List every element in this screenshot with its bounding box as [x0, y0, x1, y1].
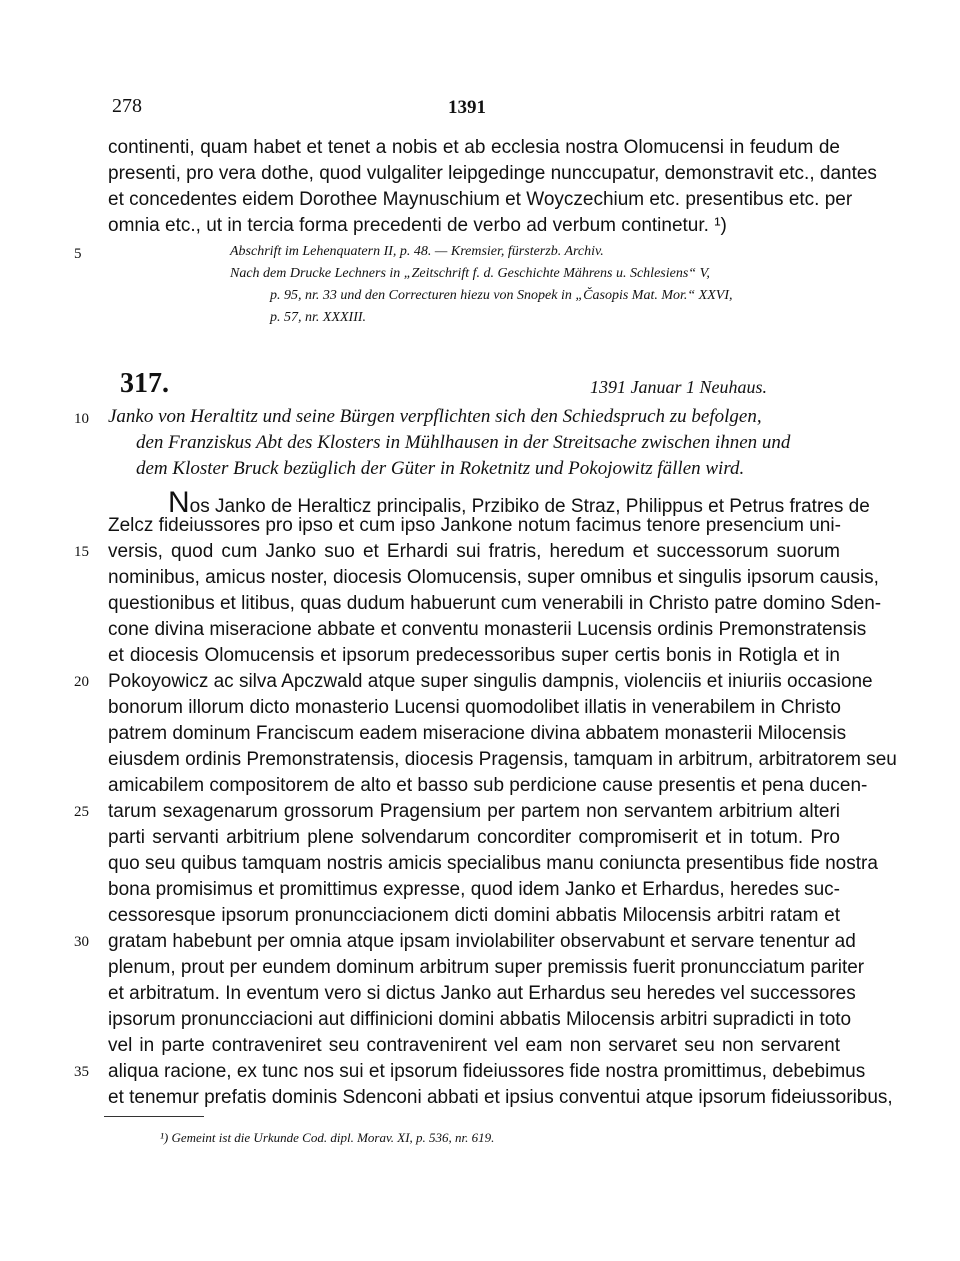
text-line: cessoresque ipsorum pronuncciacionem dicti domini abbatis Milocensis arbitri ratam et — [108, 905, 840, 926]
line-number: 5 — [74, 246, 82, 262]
page-number: 278 — [112, 95, 142, 117]
source-note: Abschrift im Lehenquatern II, p. 48. — Kremsier, fürsterzb. Archiv. — [230, 244, 604, 259]
source-note: p. 95, nr. 33 und den Correcturen hiezu von Snopek in „Časopis Mat. Mor.“ XXVI, — [270, 288, 733, 303]
text-line: amicabilem compositorem de alto et basso sub perdicione cause presentis et pena ducen- — [108, 775, 868, 796]
line-number: 20 — [74, 674, 89, 690]
text-line: quo seu quibus tamquam nostris amicis specialibus manu coniuncta presentibus fide nostra — [108, 853, 878, 874]
line-number: 25 — [74, 804, 89, 820]
text-line: versis, quod cum Janko suo et Erhardi sui fratris, heredum et successorum suorum — [108, 541, 840, 562]
text-line: ipsorum pronuncciacioni aut diffinicioni domini abbatis Milocensis arbitri supradicti in toto — [108, 1009, 852, 1030]
text-line: vel in parte contraveniret seu contravenirent vel eam non servaret seu non servarent — [108, 1035, 840, 1056]
text-line: bonorum illorum dicto monasterio Lucensi quomodolibet illatis in venerabilem in Christo — [108, 697, 841, 718]
prev-doc-line: presenti, pro vera dothe, quod vulgaliter leipgedinge nunccupatur, demonstravit etc., dantes — [108, 163, 877, 184]
text-line: aliqua racione, ex tunc nos sui et ipsorum fideiussores fide nostra promittimus, debebimus — [108, 1061, 866, 1082]
running-year-header: 1391 — [448, 97, 486, 118]
text-line: tarum sexagenarum grossorum Pragensium per partem non servantem arbitrium alteri — [108, 801, 840, 822]
first-line-rest: os Janko de Heralticz principalis, Przibiko de Straz, Philippus et Petrus fratres de — [189, 496, 870, 517]
line-number: 35 — [74, 1064, 89, 1080]
text-line: Zelcz fideiussores pro ipso et cum ipso Jankone notum facimus tenore presencium uni- — [108, 515, 841, 536]
regest-line: den Franziskus Abt des Klosters in Mühlhausen in der Streitsache zwischen ihnen und — [136, 432, 791, 453]
drop-capital: N — [168, 486, 190, 519]
prev-doc-line: continenti, quam habet et tenet a nobis et ab ecclesia nostra Olomucensi in feudum de — [108, 137, 840, 158]
text-line: questionibus et litibus, quas dudum habuerunt cum venerabili in Christo patre domino Sden- — [108, 593, 882, 614]
regest-line: Janko von Heraltitz und seine Bürgen verpflichten sich den Schiedspruch zu befolgen, — [108, 406, 762, 427]
text-line: Pokoyowicz ac silva Apczwald atque super singulis dampnis, violenciis et iniuriis occasione — [108, 671, 873, 692]
document-date: 1391 Januar 1 Neuhaus. — [590, 377, 767, 397]
text-line: nominibus, amicus noster, diocesis Olomucensis, super omnibus et singulis ipsorum causis, — [108, 567, 879, 588]
text-line: et tenemur prefatis dominis Sdenconi abbati et ipsius conventui atque ipsorum fideiussoribus, — [108, 1087, 893, 1108]
text-line: et arbitratum. In eventum vero si dictus Janko aut Erhardus seu heredes vel successores — [108, 983, 856, 1004]
source-note: Nach dem Drucke Lechners in „Zeitschrift f. d. Geschichte Mährens u. Schlesiens“ V, — [230, 266, 710, 281]
regest-line: dem Kloster Bruck bezüglich der Güter in Roketnitz und Pokojowitz fällen wird. — [136, 458, 745, 479]
text-line: parti servanti arbitrium plene solvendarum concorditer compromiserit et in totum. Pro — [108, 827, 840, 848]
text-line: et diocesis Olomucensis et ipsorum predecessoribus super certis bonis in Rotigla et in — [108, 645, 840, 666]
text-line: bona promisimus et promittimus expresse, quod idem Janko et Erhardus, heredes suc- — [108, 879, 840, 900]
text-line: patrem dominum Franciscum eadem miseracione divina abbatem monasterii Milocensis — [108, 723, 847, 744]
footnote-rule — [104, 1116, 204, 1117]
text-line: gratam habebunt per omnia atque ipsam inviolabiliter observabunt et servare tenentur ad — [108, 931, 856, 952]
footnote: ¹) Gemeint ist die Urkunde Cod. dipl. Morav. XI, p. 536, nr. 619. — [160, 1130, 495, 1145]
document-number: 317. — [120, 368, 169, 399]
line-number: 15 — [74, 544, 89, 560]
text-line: eiusdem ordinis Premonstratensis, diocesis Pragensis, tamquam in arbitrum, arbitratorem seu — [108, 749, 897, 770]
text-line: cone divina miseracione abbate et conventu monasterii Lucensis ordinis Premonstratensis — [108, 619, 867, 640]
source-note: p. 57, nr. XXXIII. — [270, 310, 367, 325]
prev-doc-line: omnia etc., ut in tercia forma precedenti de verbo ad verbum continetur. ¹) — [108, 215, 727, 236]
line-number: 30 — [74, 934, 89, 950]
line-number: 10 — [74, 411, 89, 427]
text-line: plenum, prout per eundem dominum arbitrum super premissis fuerit pronuncciatum pariter — [108, 957, 865, 978]
prev-doc-line: et concedentes eidem Dorothee Maynuschium et Woyczechium etc. presentibus etc. per — [108, 189, 853, 210]
